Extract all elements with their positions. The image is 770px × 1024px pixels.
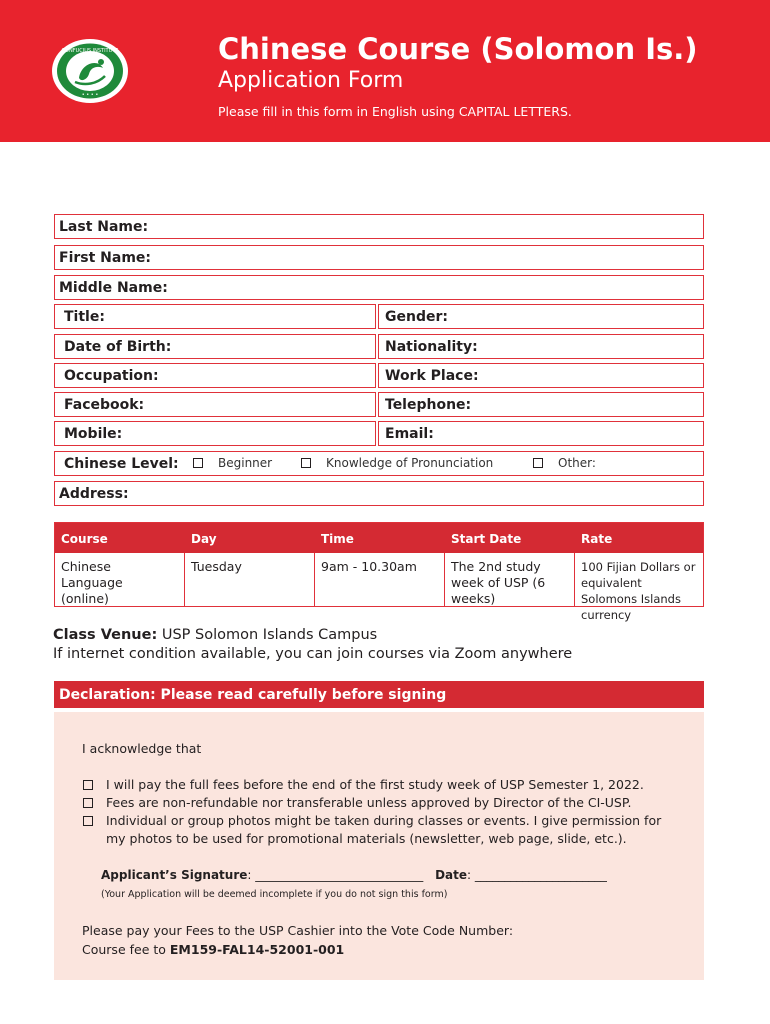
nationality-field[interactable]: Nationality:: [378, 334, 704, 359]
last-name-field[interactable]: Last Name:: [54, 214, 704, 239]
payment-instruction: Please pay your Fees to the USP Cashier into the Vote Code Number:: [82, 923, 514, 938]
page-subtitle: Application Form: [218, 68, 404, 93]
title-field[interactable]: Title:: [54, 304, 376, 329]
table-header-start-date: Start Date: [445, 523, 575, 553]
declaration-intro: I acknowledge that: [82, 741, 202, 756]
page-title: Chinese Course (Solomon Is.): [218, 32, 698, 66]
table-cell-course: Chinese Language (online): [55, 553, 185, 606]
declaration-item: Fees are non-refundable nor transferable unless approved by Director of the CI-USP.: [106, 795, 632, 810]
gender-field[interactable]: Gender:: [378, 304, 704, 329]
occupation-field[interactable]: Occupation:: [54, 363, 376, 388]
checkbox-icon[interactable]: [193, 458, 203, 468]
signature-line[interactable]: Applicant’s Signature: ____________________________ Date: ______________________: [101, 868, 607, 882]
telephone-field[interactable]: Telephone:: [378, 392, 704, 417]
work-place-field[interactable]: Work Place:: [378, 363, 704, 388]
checkbox-icon[interactable]: [301, 458, 311, 468]
vote-code: EM159-FAL14-52001-001: [169, 942, 345, 957]
level-option-other[interactable]: Other:: [533, 456, 596, 470]
mobile-field[interactable]: Mobile:: [54, 421, 376, 446]
course-table: [54, 522, 704, 622]
table-cell-start-date: The 2nd study week of USP (6 weeks): [445, 553, 575, 606]
table-cell-rate: 100 Fijian Dollars or equivalent Solomons Islands currency: [581, 560, 696, 622]
email-field[interactable]: Email:: [378, 421, 704, 446]
table-header-course: Course: [55, 523, 185, 553]
first-name-field[interactable]: First Name:: [54, 245, 704, 270]
table-cell-time: 9am - 10.30am: [315, 553, 445, 606]
table-header-time: Time: [315, 523, 445, 553]
level-option-beginner[interactable]: Beginner: [193, 456, 272, 470]
level-option-pronunciation[interactable]: Knowledge of Pronunciation: [301, 456, 493, 470]
chinese-level-row: Chinese Level:: [54, 451, 704, 476]
checkbox-icon[interactable]: [533, 458, 543, 468]
header-banner: [0, 0, 770, 142]
signature-label: Applicant’s Signature: [101, 868, 248, 882]
venue-value: USP Solomon Islands Campus: [157, 627, 378, 643]
table-header-day: Day: [185, 523, 315, 553]
signature-note: (Your Application will be deemed incomplete if you do not sign this form): [101, 889, 448, 900]
declaration-item: my photos to be used for promotional materials (newsletter, web page, slide, etc.).: [106, 831, 627, 846]
form-instruction: Please fill in this form in English using CAPITAL LETTERS.: [218, 104, 572, 119]
venue-note: If internet condition available, you can join courses via Zoom anywhere: [53, 646, 573, 662]
confucius-institute-logo: [51, 38, 129, 104]
declaration-heading: Declaration: Please read carefully before signing: [54, 681, 704, 708]
checkbox-icon[interactable]: [83, 798, 93, 808]
table-header-rate: Rate: [575, 523, 703, 553]
facebook-field[interactable]: Facebook:: [54, 392, 376, 417]
declaration-item: I will pay the full fees before the end of the first study week of USP Semester 1, 2022.: [106, 777, 644, 792]
table-cell-day: Tuesday: [185, 553, 315, 606]
address-field[interactable]: Address:: [54, 481, 704, 506]
class-venue: [53, 626, 572, 664]
course-fee-line: Course fee to EM159-FAL14-52001-001: [82, 942, 345, 957]
checkbox-icon[interactable]: [83, 816, 93, 826]
svg-text:• • • •: • • • •: [81, 92, 99, 98]
date-of-birth-field[interactable]: Date of Birth:: [54, 334, 376, 359]
venue-label: Class Venue:: [53, 627, 158, 643]
checkbox-icon[interactable]: [83, 780, 93, 790]
declaration-item: Individual or group photos might be taken during classes or events. I give permission for: [106, 813, 662, 828]
date-label: Date: [435, 868, 468, 882]
svg-text:CONFUCIUS INSTITUTE: CONFUCIUS INSTITUTE: [61, 48, 119, 54]
middle-name-field[interactable]: Middle Name:: [54, 275, 704, 300]
